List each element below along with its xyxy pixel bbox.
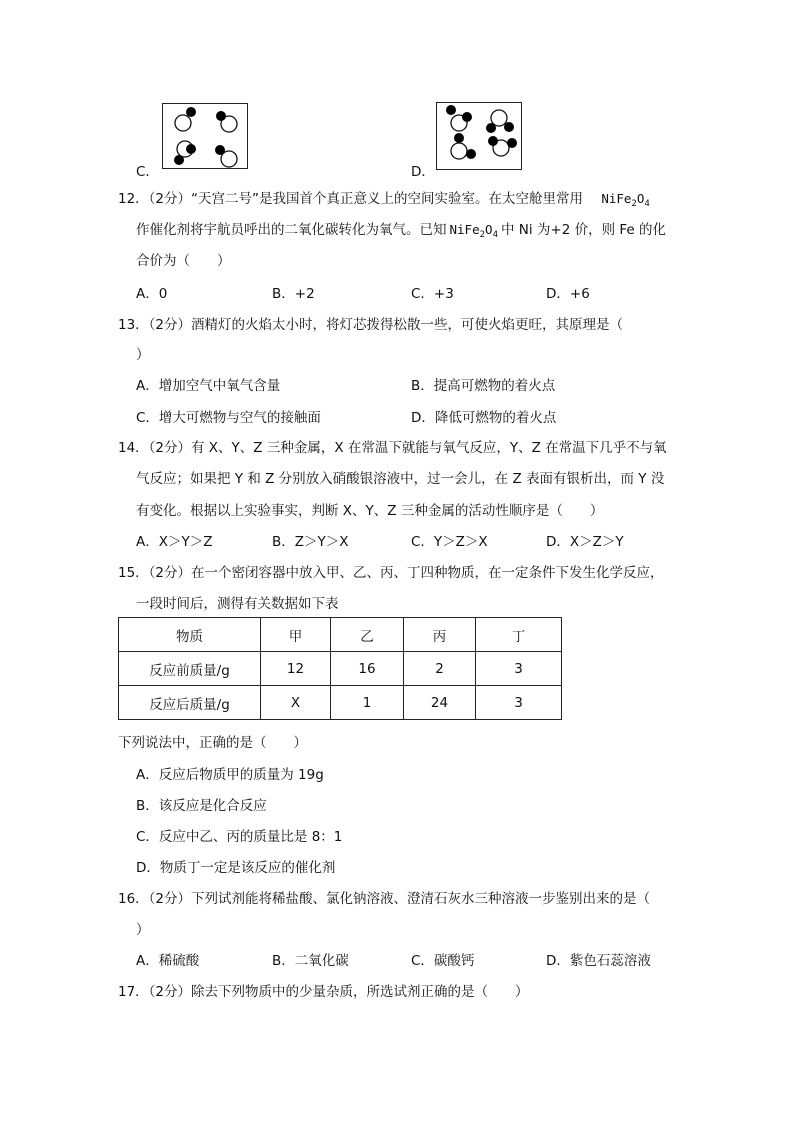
table-header-cell: 物质 — [119, 618, 261, 652]
q12-stem-line2: 作催化剂将宇航员呼出的二氧化碳转化为氧气。已知 $NiFe_2O_4$ 中 Ni 为+2 价，则 Fe 的化 — [136, 222, 667, 240]
q16-option-d: D．紫色石蕊溶液 — [546, 953, 651, 969]
table-cell: 12 — [261, 652, 331, 686]
q17-stem-line1: 17．（2分）除去下列物质中的少量杂质，所选试剂正确的是（ ） — [118, 984, 529, 1000]
q14-option-a: A．X＞Y＞Z — [136, 534, 213, 550]
q15-data-table — [118, 617, 562, 720]
table-header-cell: 乙 — [331, 618, 404, 652]
q14-option-d: D．X＞Z＞Y — [546, 534, 624, 550]
table-cell: 16 — [331, 652, 404, 686]
table-cell: 3 — [476, 686, 562, 720]
table-cell: 3 — [476, 652, 562, 686]
q13-option-a: A．增加空气中氧气含量 — [136, 378, 281, 394]
q15-stem-line2: 一段时间后，测得有关数据如下表 — [136, 596, 339, 612]
table-header-row — [119, 618, 562, 652]
q12-stem-line3: 合价为（ ） — [136, 253, 231, 269]
table-cell: 反应前质量/g — [119, 652, 261, 686]
q12-option-c: C．+3 — [411, 286, 454, 302]
q13-option-d: D．降低可燃物的着火点 — [411, 410, 557, 426]
q14-option-b: B．Z＞Y＞X — [272, 534, 349, 550]
table-cell: 24 — [404, 686, 476, 720]
q16-stem-line1: 16．（2分）下列试剂能将稀盐酸、氯化钠溶液、澄清石灰水三种溶液一步鉴别出来的是（ — [118, 891, 651, 907]
particle-diagram-d — [437, 103, 521, 169]
q14-stem-line1: 14．（2分）有 X、Y、Z 三种金属，X 在常温下就能与氧气反应，Y、Z 在常温下几乎不与氧 — [118, 440, 667, 456]
q15-option-a: A．反应后物质甲的质量为 19g — [136, 767, 324, 783]
q14-stem-line2: 气反应；如果把 Y 和 Z 分别放入硝酸银溶液中，过一会儿，在 Z 表面有银析出，而 Y 没 — [136, 471, 665, 487]
q15-option-d: D．物质丁一定是该反应的催化剂 — [136, 860, 336, 876]
option-d-figure — [436, 102, 522, 170]
table-cell: 2 — [404, 652, 476, 686]
q13-stem-line1: 13．（2分）酒精灯的火焰太小时，将灯芯拨得松散一些，可使火焰更旺，其原理是（ — [118, 317, 624, 333]
table-row — [119, 652, 562, 686]
particle-diagram-c — [163, 104, 247, 168]
q13-option-b: B．提高可燃物的着火点 — [411, 378, 556, 394]
option-c-label: C． — [136, 164, 159, 180]
table-cell: X — [261, 686, 331, 720]
option-c-figure — [162, 103, 248, 169]
q12-formula-1: $NiFe_2O_4$ — [601, 191, 650, 209]
q12-option-a: A．0 — [136, 286, 168, 302]
q12-option-b: B．+2 — [272, 286, 315, 302]
q12-stem-line1: 12．（2分）“天宫二号”是我国首个真正意义上的空间实验室。在太空舱里常用 $NiFe_2O_4$ — [118, 191, 650, 209]
q16-option-a: A．稀硫酸 — [136, 953, 200, 969]
q14-option-c: C．Y＞Z＞X — [411, 534, 488, 550]
q15-option-c: C．反应中乙、丙的质量比是 8：1 — [136, 829, 343, 845]
table-header-cell: 丙 — [404, 618, 476, 652]
q15-option-b: B．该反应是化合反应 — [136, 798, 267, 814]
q16-stem-line2: ） — [136, 922, 150, 938]
table-cell: 1 — [331, 686, 404, 720]
q12-option-d: D．+6 — [546, 286, 590, 302]
q16-option-c: C．碳酸钙 — [411, 953, 475, 969]
q15-stem-line1: 15．（2分）在一个密闭容器中放入甲、乙、丙、丁四种物质，在一定条件下发生化学反应， — [118, 565, 664, 581]
table-cell: 反应后质量/g — [119, 686, 261, 720]
q12-formula-2: $NiFe_2O_4$ — [449, 222, 498, 240]
q15-stem-line3: 下列说法中，正确的是（ ） — [118, 735, 307, 751]
table-header-cell: 丁 — [476, 618, 562, 652]
table-row — [119, 686, 562, 720]
q13-option-c: C．增大可燃物与空气的接触面 — [136, 410, 321, 426]
q14-stem-line3: 有变化。根据以上实验事实，判断 X、Y、Z 三种金属的活动性顺序是（ ） — [136, 503, 604, 519]
table-header-cell: 甲 — [261, 618, 331, 652]
q16-option-b: B．二氧化碳 — [272, 953, 349, 969]
option-d-label: D． — [411, 164, 435, 180]
q13-stem-line2: ） — [136, 347, 150, 363]
